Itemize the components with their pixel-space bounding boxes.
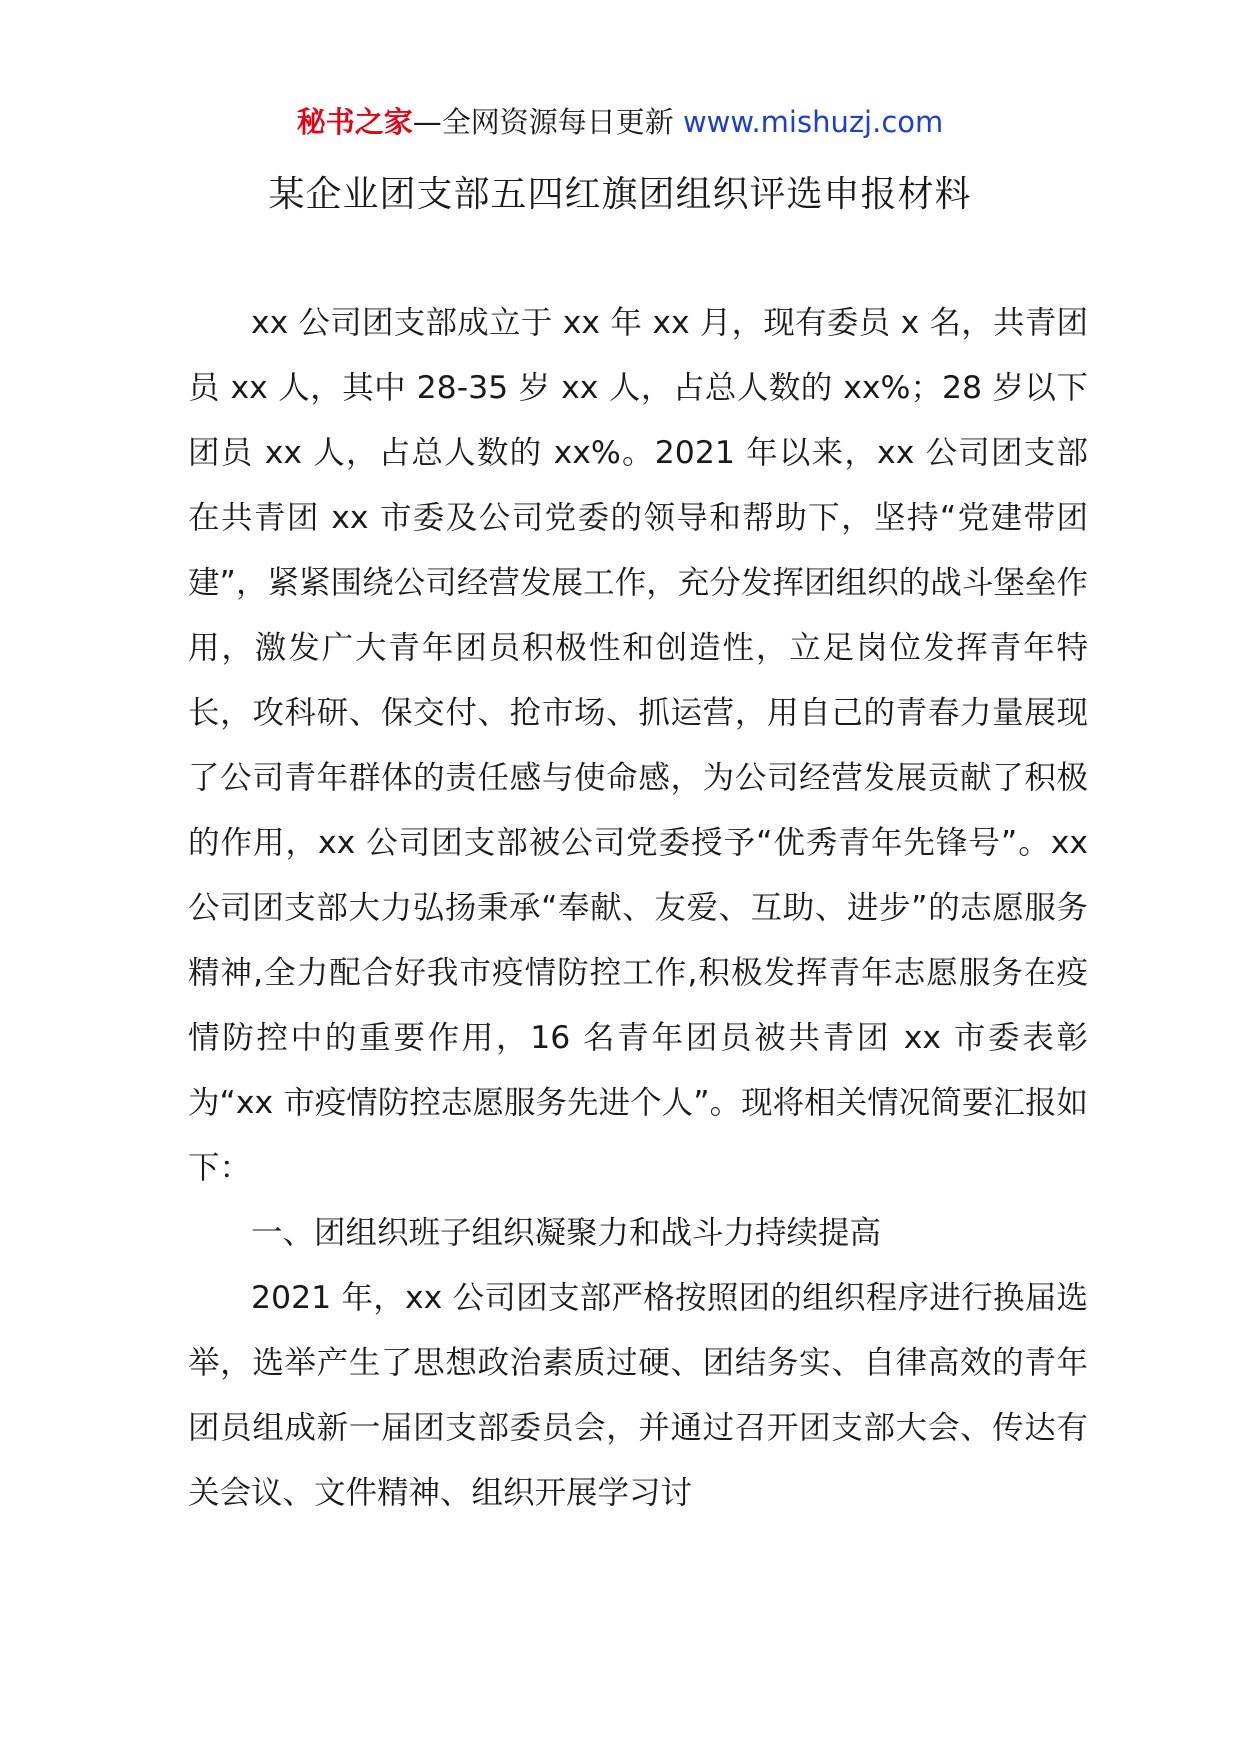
- document-title: 某企业团支部五四红旗团组织评选申报材料: [268, 174, 972, 215]
- site-banner: [0, 102, 1240, 142]
- brand-name: 秘书之家: [296, 105, 413, 139]
- banner-slogan: —全网资源每日更新: [412, 105, 683, 139]
- section-paragraph: 2021 年，xx 公司团支部严格按照团的组织程序进行换届选举，选举产生了思想政治素质过硬、团结务实、自律高效的青年团员组成新一届团支部委员会，并通过召开团支部大会、传达有关会议、文件精神、组织开展学习讨: [188, 1280, 1088, 1511]
- intro-paragraph: xx 公司团支部成立于 xx 年 xx 月，现有委员 x 名，共青团员 xx 人，其中 28-35 岁 xx 人，占总人数的 xx%；28 岁以下团员 xx 人，占总人数的 xx%。2021 年以来，xx 公司团支部在共青团 xx 市委及公司党委的领导和帮助下，坚持“党建带团建”，紧紧围绕公司经营发展工作，充分发挥团组织的战斗堡垒作用，激发广大青年团员积极性和创造性，立足岗位发挥青年特长，攻科研、保交付、抢市场、抓运营，用自己的青春力量展现了公司青年群体的责任感与使命感，为公司经营发展贡献了积极的作用，xx 公司团支部被公司党委授予“优秀青年先锋号”。xx 公司团支部大力弘扬秉承“奉献、友爱、互助、进步”的志愿服务精神,全力配合好我市疫情防控工作,积极发挥青年志愿服务在疫情防控中的重要作用，16 名青年团员被共青团 xx 市委表彰为“xx 市疫情防控志愿服务先进个人”。现将相关情况简要汇报如下：: [188, 305, 1088, 1186]
- section-heading: 一、团组织班子组织凝聚力和战斗力持续提高: [251, 1215, 882, 1251]
- site-url-link[interactable]: www.mishuzj.com: [682, 105, 944, 139]
- document-body: [188, 291, 1088, 1526]
